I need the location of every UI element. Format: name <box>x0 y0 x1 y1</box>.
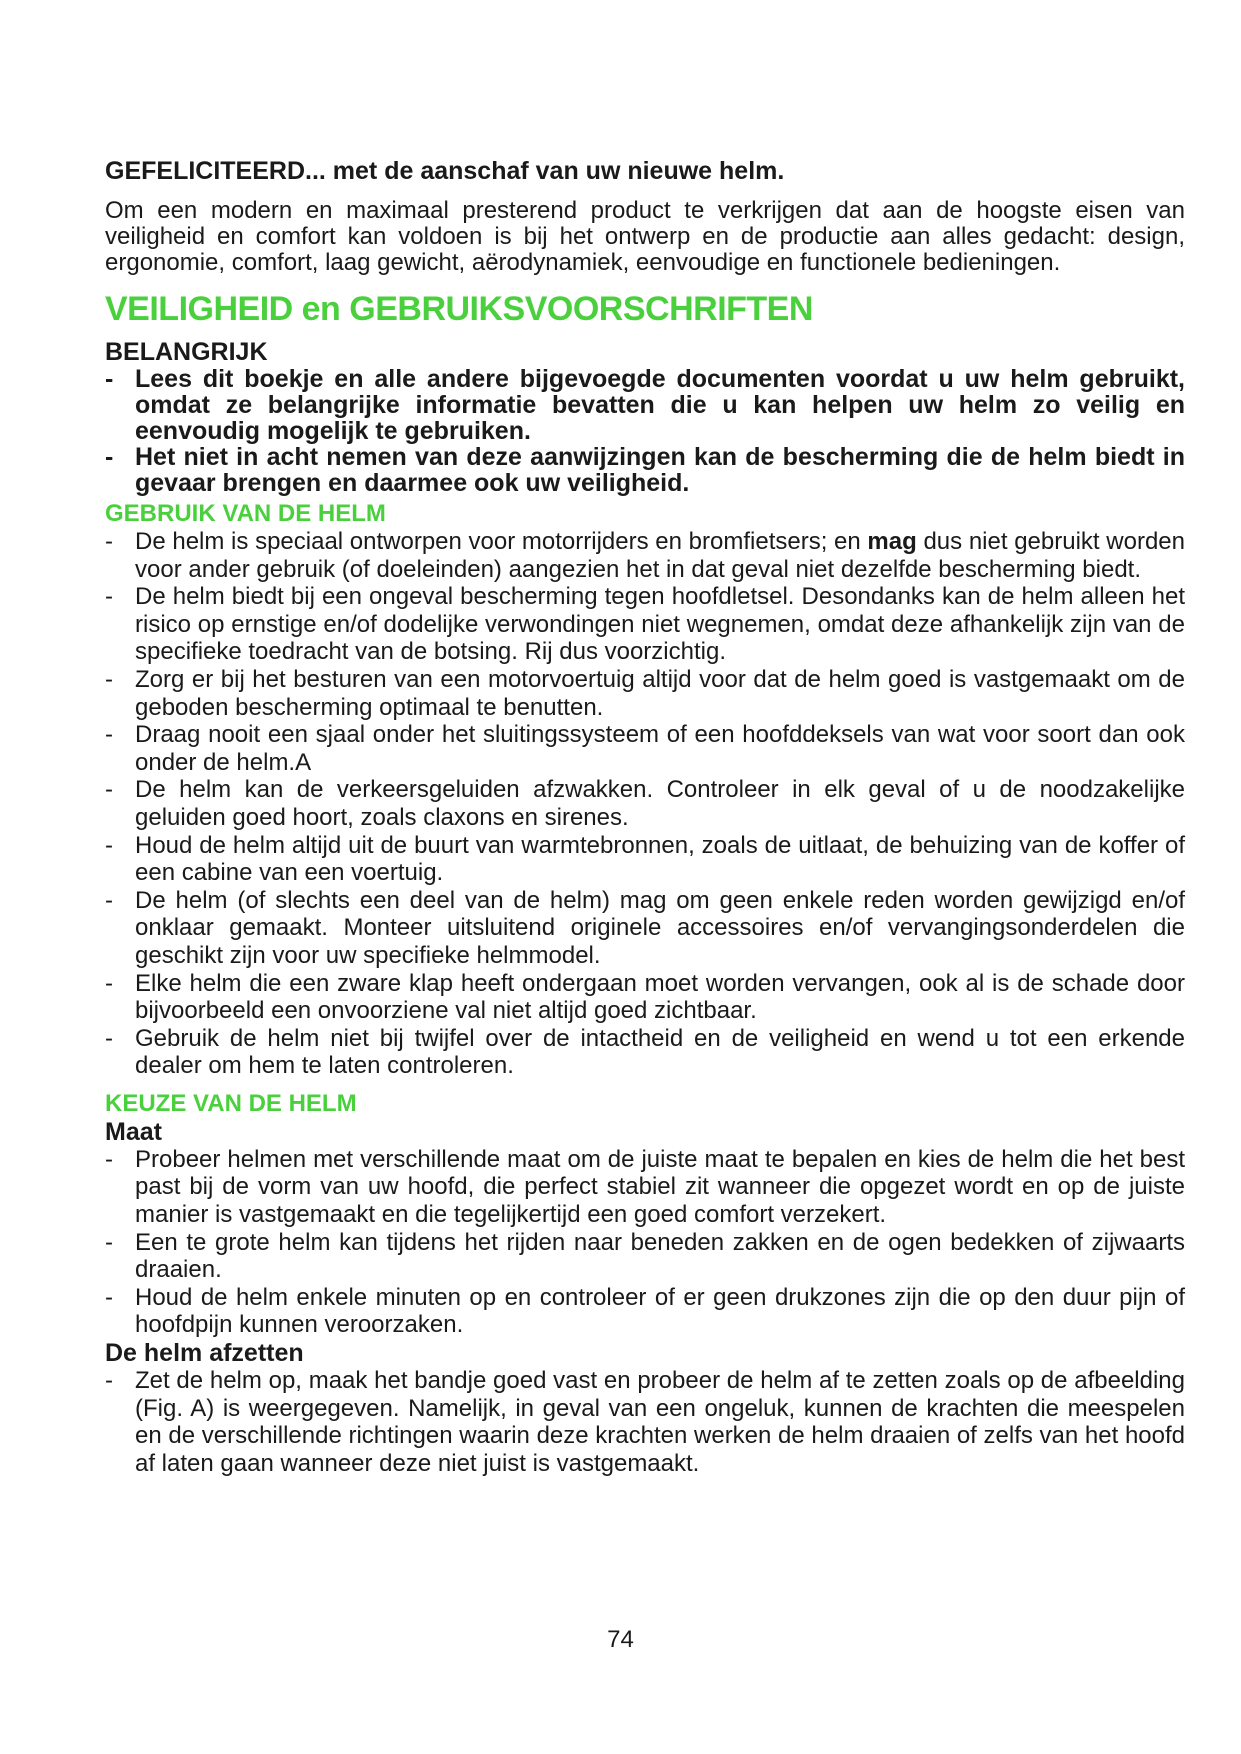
list-item-text: Probeer helmen met verschillende maat om de juiste maat te bepalen en kies de helm die het best past bij de vorm van uw hoofd, die perfect stabiel zit wanneer die opgezet wordt en op de juiste manier is vastgemaakt en die tegelijkertijd een goed comfort verzekert. <box>135 1145 1185 1229</box>
bullet-dash: - <box>105 969 113 997</box>
list-item-text: Het niet in acht nemen van deze aanwijzingen kan de bescherming die de helm biedt in gevaar brengen en daarmee ook uw veiligheid. <box>135 443 1185 497</box>
document-page <box>105 156 1185 1477</box>
afzetten-list <box>105 1367 1185 1477</box>
list-item <box>105 1025 1185 1080</box>
bullet-dash: - <box>105 721 113 749</box>
bullet-dash: - <box>105 365 114 393</box>
list-item <box>105 1229 1185 1284</box>
list-item <box>105 528 1185 583</box>
list-item-text: De helm biedt bij een ongeval bescherming tegen hoofdletsel. Desondanks kan de helm alleen het risico op ernstige en/of dodelijke verwondingen niet wegnemen, omdat deze afhankelijk zijn van de specifieke toedracht van de botsing. Rij dus voorzichtig. <box>135 583 1185 666</box>
maat-list <box>105 1146 1185 1339</box>
list-item-text: Zorg er bij het besturen van een motorvoertuig altijd voor dat de helm goed is vastgemaakt om de geboden bescherming optimaal te benutten. <box>135 665 1185 721</box>
bullet-dash: - <box>105 1367 113 1395</box>
list-item-text: Een te grote helm kan tijdens het rijden naar beneden zakken en de ogen bedekken of zijwaarts draaien. <box>135 1228 1185 1284</box>
belangrijk-list <box>105 366 1185 496</box>
bullet-dash: - <box>105 886 113 914</box>
list-item-text: Elke helm die een zware klap heeft ondergaan moet worden vervangen, ook al is de schade door bijvoorbeeld een onvoorziene val niet altijd goed zichtbaar. <box>135 969 1185 1025</box>
list-item <box>105 1284 1185 1339</box>
list-item <box>105 776 1185 831</box>
bullet-dash: - <box>105 1228 113 1256</box>
list-item <box>105 666 1185 721</box>
list-item <box>105 832 1185 887</box>
bullet-dash: - <box>105 1283 113 1311</box>
maat-heading: Maat <box>105 1117 162 1146</box>
intro-paragraph: Om een modern en maximaal presterend product te verkrijgen dat aan de hoogste eisen van veiligheid en comfort kan voldoen is bij het ontwerp en de productie aan alles gedacht: design, ergonomie, comfort, laag gewicht, aërodynamiek, eenvoudige en functionele bedieningen. <box>105 197 1185 276</box>
gebruik-list <box>105 528 1185 1080</box>
bullet-dash: - <box>105 776 113 804</box>
list-item <box>105 887 1185 970</box>
list-item <box>105 583 1185 666</box>
list-item-text: Lees dit boekje en alle andere bijgevoegde documenten voordat u uw helm gebruikt, omdat ze belangrijke informatie bevatten die u kan helpen uw helm zo veilig en eenvoudig mogelijk te gebruiken. <box>135 365 1185 445</box>
list-item <box>105 444 1185 496</box>
intro-heading: GEFELICITEERD... met de aanschaf van uw nieuwe helm. <box>105 157 785 185</box>
bullet-dash: - <box>105 528 113 555</box>
list-item <box>105 970 1185 1025</box>
text-segment: dus niet gebruikt worden voor ander gebruik (of doeleinden) aangezien het in dat geval niet dezelfde bescherming biedt. <box>135 528 1185 583</box>
emphasis-text: mag <box>867 528 917 555</box>
list-item <box>105 1146 1185 1229</box>
list-item-text: De helm kan de verkeersgeluiden afzwakken. Controleer in elk geval of u de noodzakelijke geluiden goed hoort, zoals claxons en sirenes. <box>135 776 1185 831</box>
afzetten-heading: De helm afzetten <box>105 1339 304 1368</box>
list-item <box>105 366 1185 444</box>
text-segment: De helm is speciaal ontworpen voor motorrijders en bromfietsers; en <box>135 528 868 555</box>
gebruik-heading: GEBRUIK VAN DE HELM <box>105 500 386 527</box>
list-item-text: De helm (of slechts een deel van de helm) mag om geen enkele reden worden gewijzigd en/of onklaar gemaakt. Monteer uitsluitend originele accessoires en/of vervangingsonderdelen die geschikt zijn voor uw specifieke helmmodel. <box>135 886 1185 969</box>
bullet-dash: - <box>105 443 114 471</box>
list-item <box>105 721 1185 776</box>
list-item-text: Gebruik de helm niet bij twijfel over de intactheid en de veiligheid en wend u tot een erkende dealer om hem te laten controleren. <box>135 1024 1185 1080</box>
list-item <box>105 1367 1185 1477</box>
main-title: VEILIGHEID en GEBRUIKSVOORSCHRIFTEN <box>105 290 813 328</box>
bullet-dash: - <box>105 1024 113 1052</box>
list-item-text <box>135 528 1185 583</box>
list-item-text: Houd de helm altijd uit de buurt van warmtebronnen, zoals de uitlaat, de behuizing van de koffer of een cabine van een voertuig. <box>135 831 1185 887</box>
bullet-dash: - <box>105 665 113 693</box>
bullet-dash: - <box>105 583 113 611</box>
list-item-text: Zet de helm op, maak het bandje goed vast en probeer de helm af te zetten zoals op de afbeelding (Fig. A) is weergegeven. Namelijk, in geval van een ongeluk, kunnen de krachten die meespelen en de verschillende richtingen waarin deze krachten werken de helm draaien of zelfs van het hoofd af laten gaan wanneer deze niet juist is vastgemaakt. <box>135 1367 1185 1477</box>
bullet-dash: - <box>105 831 113 859</box>
page-number: 74 <box>607 1626 634 1653</box>
list-item-text: Houd de helm enkele minuten op en controleer of er geen drukzones zijn die op den duur pijn of hoofdpijn kunnen veroorzaken. <box>135 1283 1185 1339</box>
list-item-text: Draag nooit een sjaal onder het sluitingssysteem of een hoofddeksels van wat voor soort dan ook onder de helm.A <box>135 721 1185 776</box>
belangrijk-heading: BELANGRIJK <box>105 338 268 366</box>
bullet-dash: - <box>105 1145 113 1173</box>
keuze-heading: KEUZE VAN DE HELM <box>105 1089 357 1117</box>
